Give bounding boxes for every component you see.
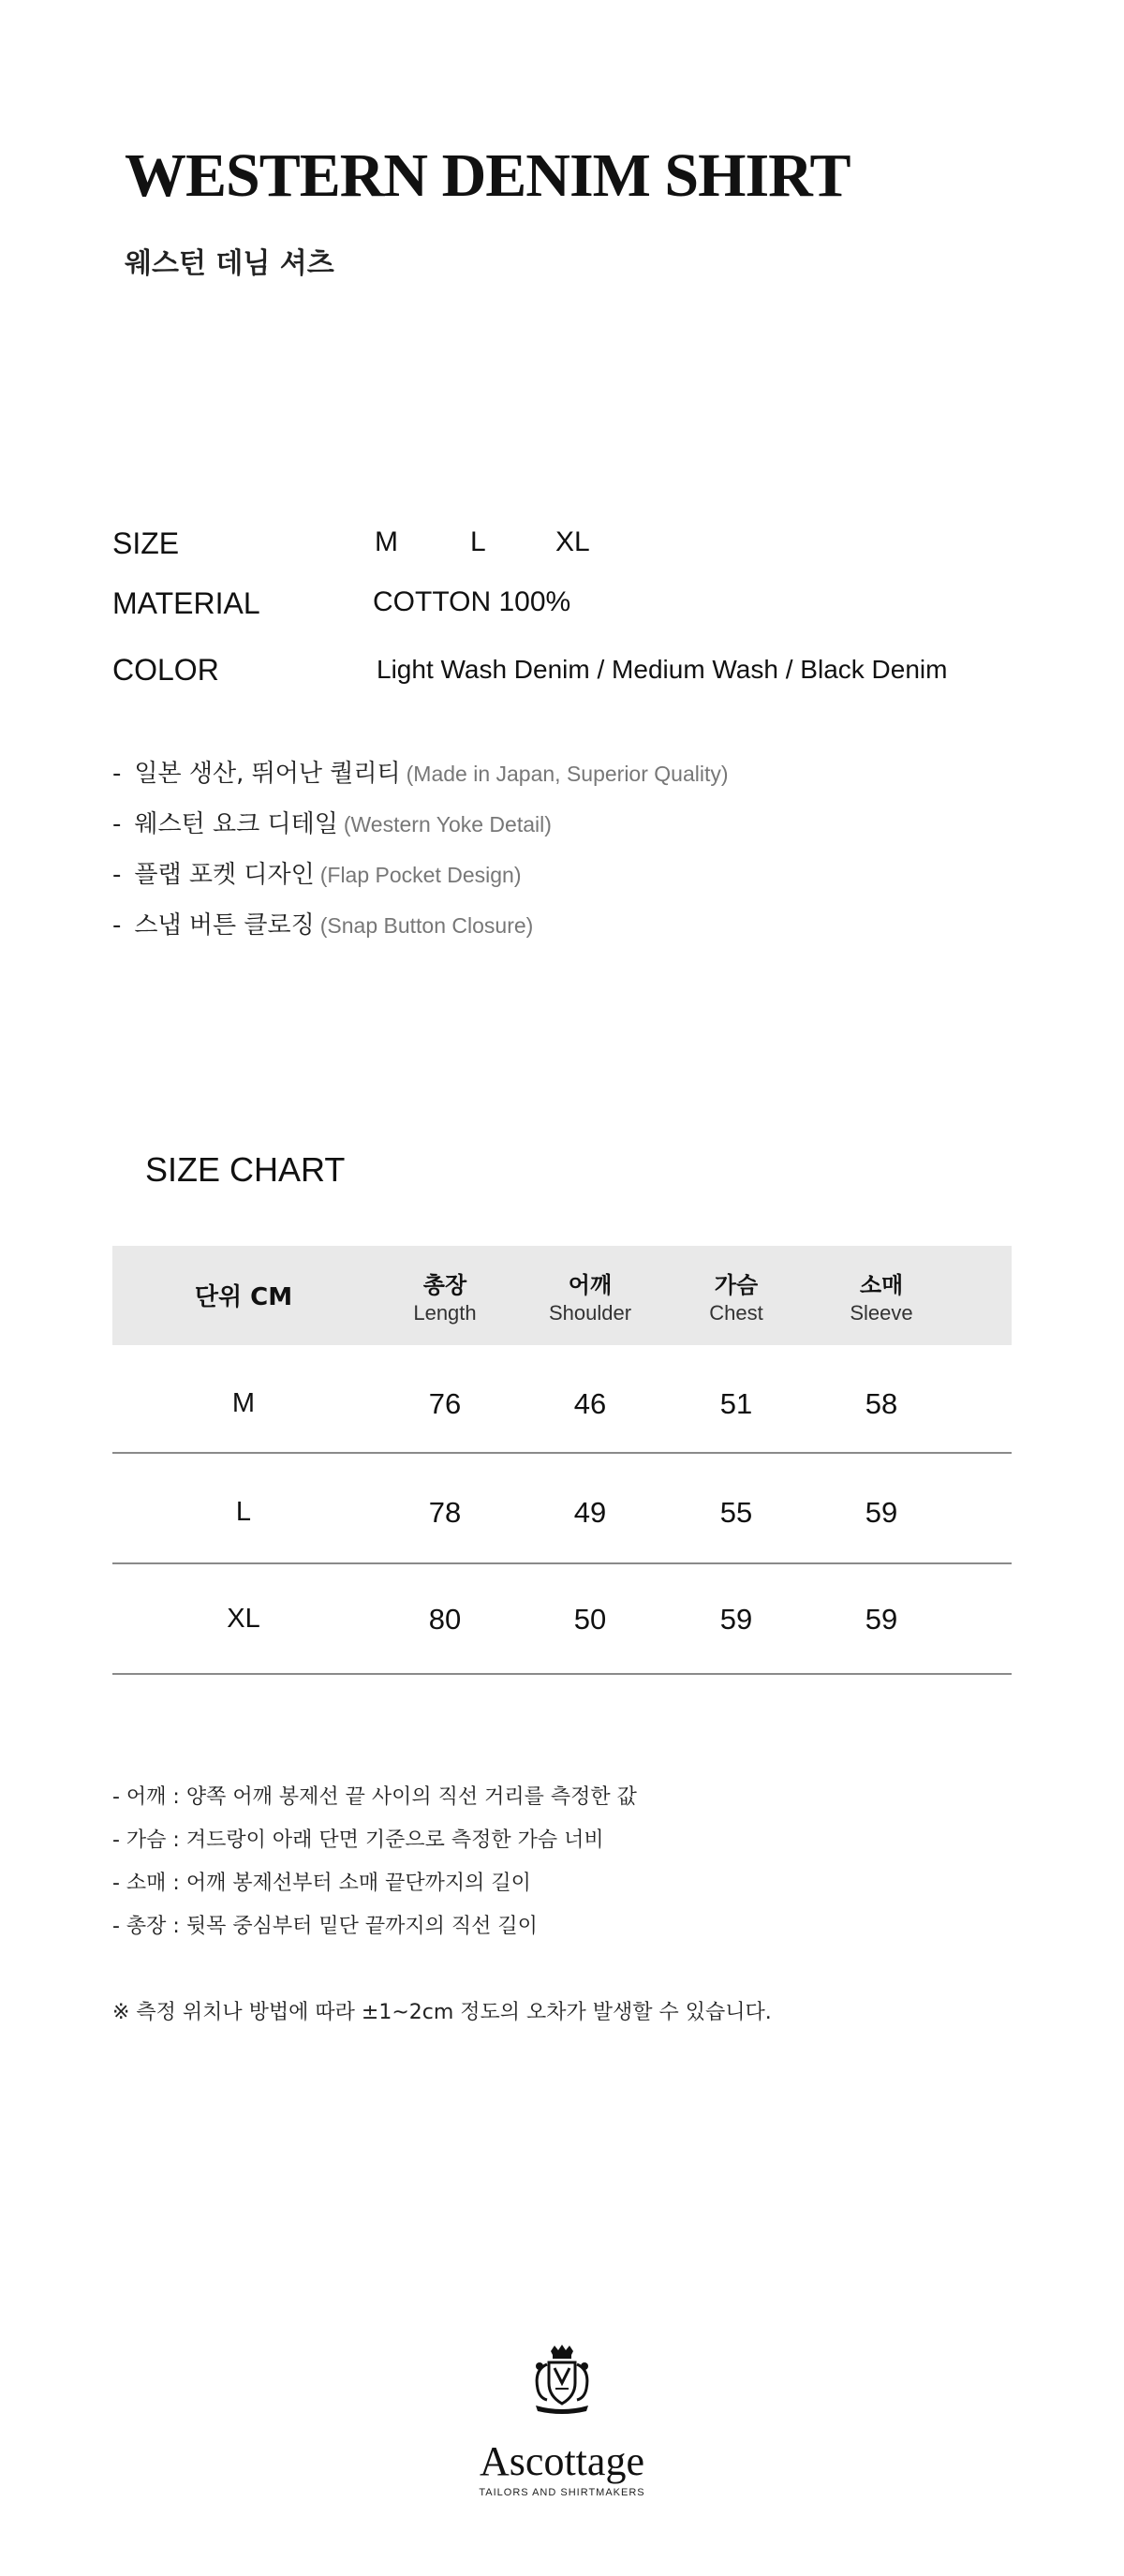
brand-tagline: TAILORS AND SHIRTMAKERS — [479, 2487, 645, 2498]
brand-logo — [422, 2342, 702, 2501]
row-divider — [112, 1562, 1012, 1564]
row-divider — [112, 1452, 1012, 1454]
row-size: L — [235, 1497, 252, 1527]
cell-sleeve: 58 — [865, 1387, 898, 1420]
size-chart-title: SIZE CHART — [145, 1150, 346, 1189]
cell-length: 78 — [428, 1496, 462, 1529]
color-value: Light Wash Denim / Medium Wash / Black Denim — [377, 655, 948, 684]
column-header-ko: 소매 — [859, 1272, 904, 1298]
product-title-en: WESTERN DENIM SHIRT — [125, 141, 850, 210]
cell-shoulder: 49 — [573, 1496, 607, 1529]
column-header-shoulder — [549, 1266, 631, 1325]
column-header-chest — [709, 1266, 762, 1325]
feature-en: (Flap Pocket Design) — [319, 863, 522, 887]
disclaimer: ※ 측정 위치나 방법에 따라 ±1~2cm 정도의 오차가 발생할 수 있습니다. — [112, 2001, 772, 2024]
row-size: M — [231, 1388, 256, 1418]
product-title-ko: 웨스턴 데님 셔츠 — [125, 247, 334, 280]
feature-ko: 플랩 포켓 디자인 — [134, 861, 315, 889]
column-header-ko: 가슴 — [714, 1272, 759, 1298]
column-header-length — [413, 1266, 476, 1325]
row-size: XL — [227, 1604, 260, 1634]
column-header-en: Length — [413, 1301, 477, 1325]
material-label: MATERIAL — [112, 586, 260, 620]
column-header-en: Sleeve — [850, 1301, 913, 1325]
column-header-ko: 어깨 — [568, 1272, 613, 1298]
feature-ko: 웨스턴 요크 디테일 — [134, 810, 338, 838]
measurement-note: - 가슴 : 겨드랑이 아래 단면 기준으로 측정한 가슴 너비 — [112, 1828, 604, 1852]
column-header-en: Chest — [709, 1301, 763, 1325]
crest-icon — [525, 2342, 599, 2417]
feature-en: (Made in Japan, Superior Quality) — [406, 762, 729, 786]
cell-chest: 59 — [719, 1603, 753, 1636]
size-option-m: M — [375, 526, 398, 557]
feature-en: (Western Yoke Detail) — [343, 812, 552, 836]
feature-item: - 일본 생산, 뛰어난 퀄리티 (Made in Japan, Superior Quality) — [112, 760, 729, 788]
table-header — [112, 1246, 1012, 1345]
cell-chest: 51 — [719, 1387, 753, 1420]
measurement-note: - 총장 : 뒷목 중심부터 밑단 끝까지의 직선 길이 — [112, 1915, 538, 1938]
cell-length: 76 — [428, 1387, 462, 1420]
cell-sleeve: 59 — [865, 1496, 898, 1529]
measurement-note: - 소매 : 어깨 봉제선부터 소매 끝단까지의 길이 — [112, 1872, 531, 1895]
feature-ko: 스냅 버튼 클로징 — [134, 911, 315, 940]
cell-length: 80 — [428, 1603, 462, 1636]
feature-item: - 웨스턴 요크 디테일 (Western Yoke Detail) — [112, 810, 552, 838]
unit-header: 단위 CM — [194, 1283, 293, 1311]
column-header-en: Shoulder — [548, 1301, 632, 1325]
color-label: COLOR — [112, 653, 219, 687]
material-value: COTTON 100% — [373, 586, 571, 617]
column-header-sleeve — [850, 1266, 912, 1325]
cell-shoulder: 46 — [573, 1387, 607, 1420]
feature-item: - 스냅 버튼 클로징 (Snap Button Closure) — [112, 911, 534, 940]
size-option-l: L — [470, 526, 486, 557]
feature-ko: 일본 생산, 뛰어난 퀄리티 — [134, 760, 401, 788]
measurement-note: - 어깨 : 양쪽 어깨 봉제선 끝 사이의 직선 거리를 측정한 값 — [112, 1785, 637, 1809]
row-divider — [112, 1673, 1012, 1675]
size-label: SIZE — [112, 526, 180, 560]
size-option-xl: XL — [555, 526, 590, 557]
brand-name: Ascottage — [480, 2438, 644, 2484]
cell-sleeve: 59 — [865, 1603, 898, 1636]
column-header-ko: 총장 — [422, 1272, 467, 1298]
cell-chest: 55 — [719, 1496, 753, 1529]
feature-item: - 플랩 포켓 디자인 (Flap Pocket Design) — [112, 861, 522, 889]
cell-shoulder: 50 — [573, 1603, 607, 1636]
feature-en: (Snap Button Closure) — [319, 913, 534, 938]
